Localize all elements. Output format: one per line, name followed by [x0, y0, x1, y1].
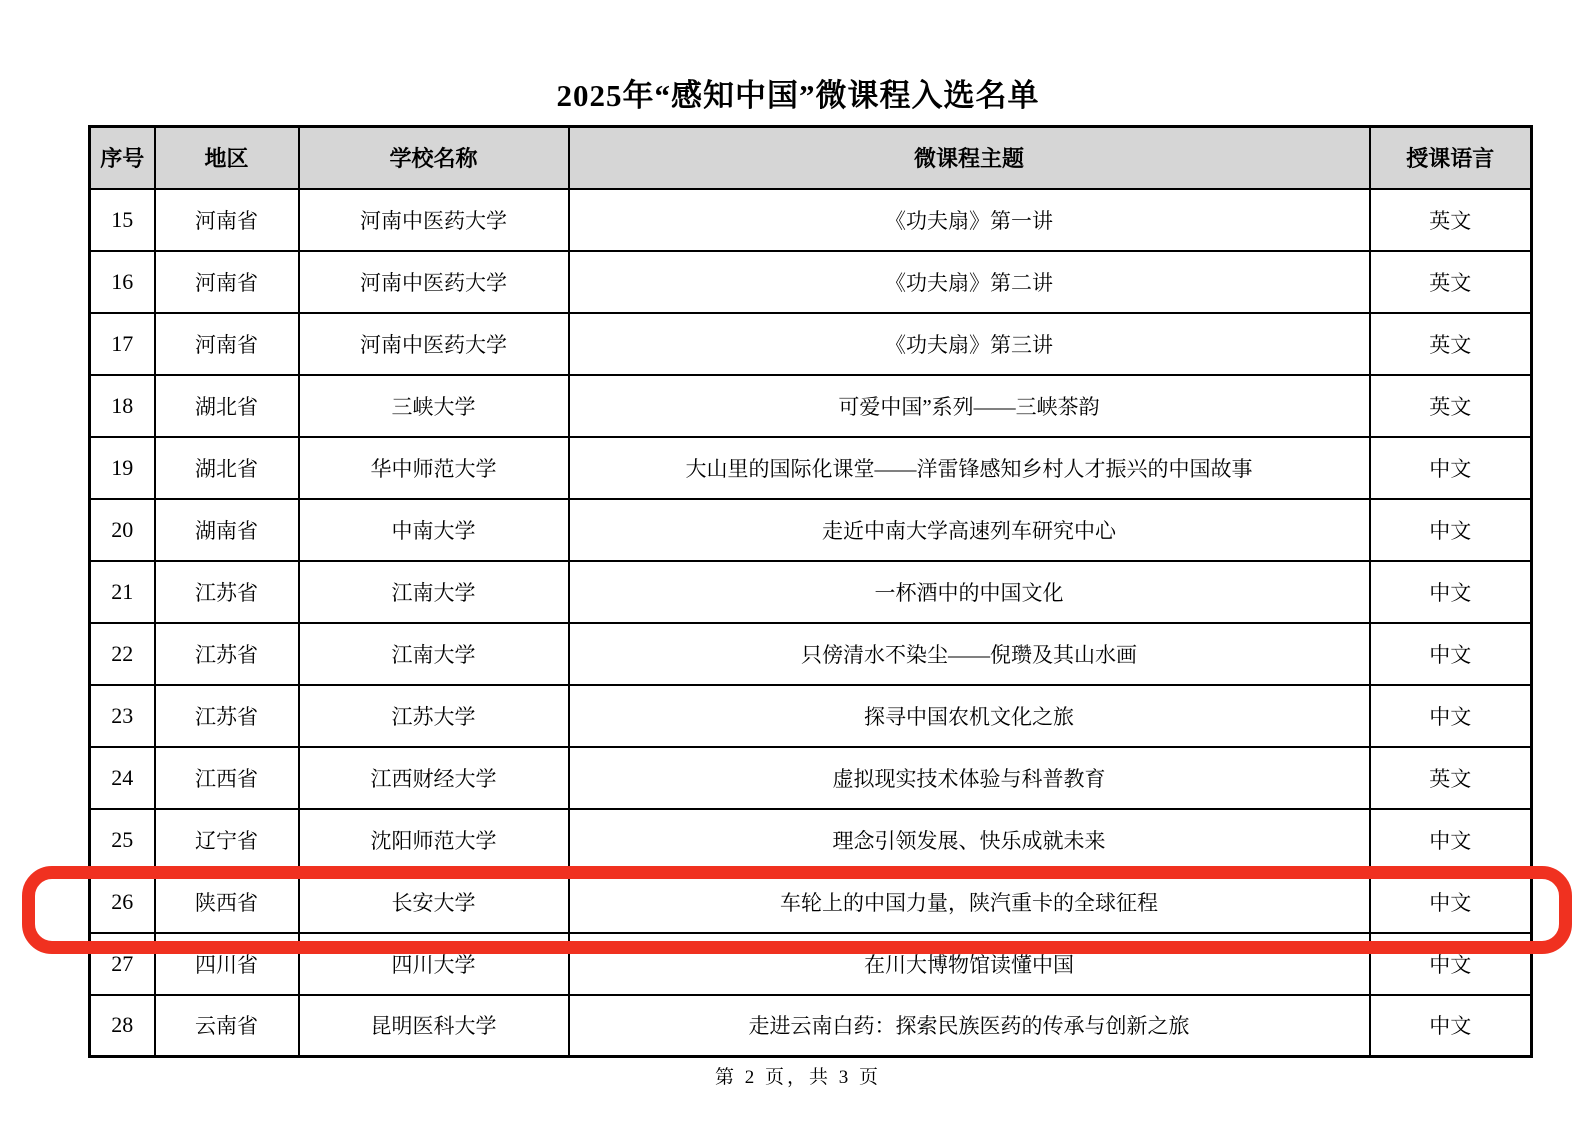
cell-language: 英文 — [1370, 189, 1532, 251]
cell-topic: 一杯酒中的中国文化 — [569, 561, 1370, 623]
page-number-indicator: 第 2 页，共 3 页 — [714, 1067, 881, 1088]
cell-school: 中南大学 — [299, 499, 569, 561]
cell-school: 河南中医药大学 — [299, 251, 569, 313]
cell-school: 四川大学 — [299, 933, 569, 995]
cell-region: 江西省 — [155, 747, 299, 809]
table-row — [90, 189, 1532, 251]
cell-region: 陕西省 — [155, 871, 299, 933]
cell-topic: 可爱中国”系列——三峡茶韵 — [569, 375, 1370, 437]
cell-no: 15 — [90, 189, 155, 251]
cell-language: 英文 — [1370, 251, 1532, 313]
cell-topic: 《功夫扇》第二讲 — [569, 251, 1370, 313]
header-cell-no: 序号 — [90, 127, 155, 189]
cell-region: 辽宁省 — [155, 809, 299, 871]
cell-language: 中文 — [1370, 623, 1532, 685]
table-row — [90, 251, 1532, 313]
header-cell-school: 学校名称 — [299, 127, 569, 189]
cell-school: 江苏大学 — [299, 685, 569, 747]
cell-school: 江南大学 — [299, 561, 569, 623]
cell-topic: 只傍清水不染尘——倪瓒及其山水画 — [569, 623, 1370, 685]
cell-no: 26 — [90, 871, 155, 933]
table-row — [90, 995, 1532, 1057]
cell-region: 云南省 — [155, 995, 299, 1057]
cell-no: 28 — [90, 995, 155, 1057]
cell-topic: 虚拟现实技术体验与科普教育 — [569, 747, 1370, 809]
header-cell-language: 授课语言 — [1370, 127, 1532, 189]
cell-no: 19 — [90, 437, 155, 499]
cell-school: 三峡大学 — [299, 375, 569, 437]
table-row — [90, 623, 1532, 685]
table-row — [90, 747, 1532, 809]
cell-no: 24 — [90, 747, 155, 809]
header-cell-topic: 微课程主题 — [569, 127, 1370, 189]
cell-topic: 在川大博物馆读懂中国 — [569, 933, 1370, 995]
table-header — [90, 127, 1532, 189]
cell-region: 四川省 — [155, 933, 299, 995]
cell-language: 英文 — [1370, 375, 1532, 437]
cell-region: 江苏省 — [155, 685, 299, 747]
cell-language: 英文 — [1370, 313, 1532, 375]
cell-region: 湖北省 — [155, 437, 299, 499]
cell-language: 中文 — [1370, 685, 1532, 747]
cell-language: 中文 — [1370, 871, 1532, 933]
cell-language: 中文 — [1370, 561, 1532, 623]
cell-school: 江南大学 — [299, 623, 569, 685]
cell-topic: 理念引领发展、快乐成就未来 — [569, 809, 1370, 871]
page-title: 2025年“感知中国”微课程入选名单 — [556, 78, 1040, 113]
table-header-row — [90, 127, 1532, 189]
table-row — [90, 561, 1532, 623]
table-row — [90, 809, 1532, 871]
cell-school: 沈阳师范大学 — [299, 809, 569, 871]
cell-language: 中文 — [1370, 995, 1532, 1057]
cell-topic: 探寻中国农机文化之旅 — [569, 685, 1370, 747]
cell-region: 河南省 — [155, 189, 299, 251]
cell-no: 23 — [90, 685, 155, 747]
cell-topic: 走近中南大学高速列车研究中心 — [569, 499, 1370, 561]
header-cell-region: 地区 — [155, 127, 299, 189]
table-row — [90, 437, 1532, 499]
cell-no: 16 — [90, 251, 155, 313]
cell-topic: 车轮上的中国力量，陕汽重卡的全球征程 — [569, 871, 1370, 933]
table-body — [90, 189, 1532, 1057]
cell-topic: 《功夫扇》第三讲 — [569, 313, 1370, 375]
cell-region: 湖南省 — [155, 499, 299, 561]
table-row — [90, 871, 1532, 933]
cell-region: 江苏省 — [155, 623, 299, 685]
cell-language: 英文 — [1370, 747, 1532, 809]
cell-region: 江苏省 — [155, 561, 299, 623]
table-row — [90, 933, 1532, 995]
cell-language: 中文 — [1370, 499, 1532, 561]
cell-no: 21 — [90, 561, 155, 623]
course-table — [88, 125, 1533, 1058]
cell-school: 华中师范大学 — [299, 437, 569, 499]
cell-no: 22 — [90, 623, 155, 685]
cell-school: 河南中医药大学 — [299, 313, 569, 375]
cell-no: 18 — [90, 375, 155, 437]
table-row — [90, 685, 1532, 747]
cell-no: 17 — [90, 313, 155, 375]
cell-region: 河南省 — [155, 313, 299, 375]
cell-no: 27 — [90, 933, 155, 995]
table-row — [90, 499, 1532, 561]
cell-school: 昆明医科大学 — [299, 995, 569, 1057]
cell-topic: 《功夫扇》第一讲 — [569, 189, 1370, 251]
table-row — [90, 375, 1532, 437]
cell-no: 25 — [90, 809, 155, 871]
table-row — [90, 313, 1532, 375]
cell-school: 长安大学 — [299, 871, 569, 933]
cell-region: 湖北省 — [155, 375, 299, 437]
cell-school: 江西财经大学 — [299, 747, 569, 809]
cell-topic: 大山里的国际化课堂——洋雷锋感知乡村人才振兴的中国故事 — [569, 437, 1370, 499]
cell-region: 河南省 — [155, 251, 299, 313]
cell-topic: 走进云南白药：探索民族医药的传承与创新之旅 — [569, 995, 1370, 1057]
cell-no: 20 — [90, 499, 155, 561]
cell-school: 河南中医药大学 — [299, 189, 569, 251]
cell-language: 中文 — [1370, 933, 1532, 995]
cell-language: 中文 — [1370, 437, 1532, 499]
cell-language: 中文 — [1370, 809, 1532, 871]
